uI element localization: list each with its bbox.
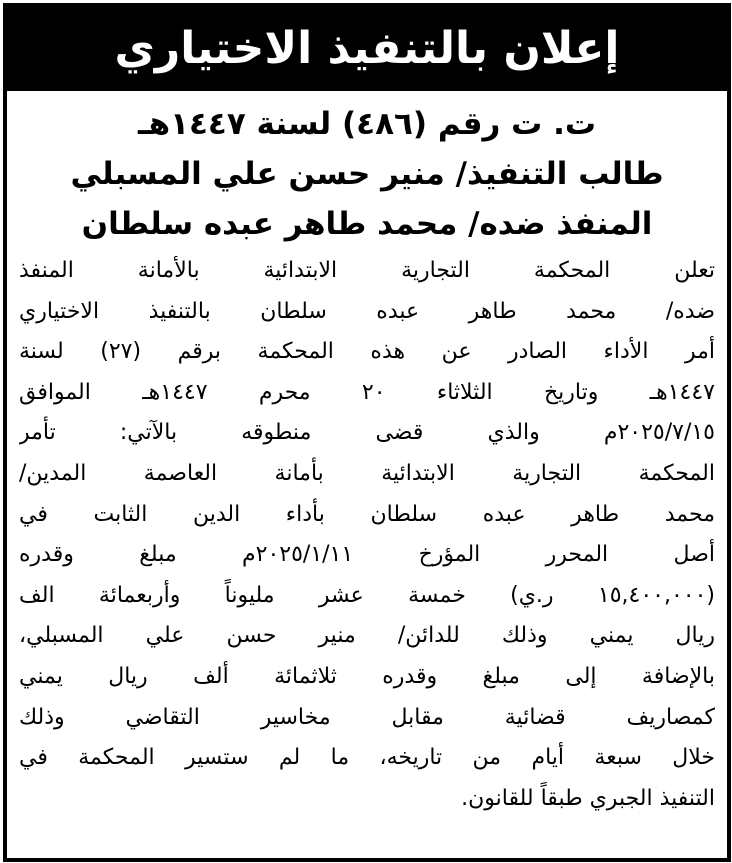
defendant-line: المنفذ ضده/ محمد طاهر عبده سلطان	[81, 206, 653, 242]
case-number: ت. ت رقم (٤٨٦) لسنة ١٤٤٧هـ	[137, 106, 597, 142]
body-line: (١٥,٤٠٠,٠٠٠ ر.ي) خمسة عشر مليوناً وأربعمائة الف	[19, 582, 715, 608]
notice-headings	[7, 99, 727, 249]
body-line: المحكمة التجارية الابتدائية بأمانة العاصمة المدين/	[19, 460, 715, 486]
body-line: تعلن المحكمة التجارية الابتدائية بالأمانة المنفذ	[19, 258, 715, 283]
notice-header	[7, 7, 727, 91]
notice-body	[19, 251, 715, 819]
body-line: التنفيذ الجبري طبقاً للقانون.	[461, 785, 715, 811]
body-line: محمد طاهر عبده سلطان بأداء الدين الثابت في	[19, 501, 715, 527]
notice-title: إعلان بالتنفيذ الاختياري	[114, 23, 620, 74]
body-line: ضده/ محمد طاهر عبده سلطان بالتنفيذ الاختياري	[19, 298, 715, 324]
notice-frame	[3, 3, 731, 862]
body-line: أمر الأداء الصادر عن هذه المحكمة برقم (٢٧) لسنة	[19, 339, 715, 365]
body-line: بالإضافة إلى مبلغ وقدره ثلاثمائة ألف ريال يمني	[19, 663, 715, 689]
claimant-line: طالب التنفيذ/ منير حسن علي المسبلي	[70, 156, 664, 192]
body-line: ١٤٤٧هـ وتاريخ الثلاثاء ٢٠ محرم ١٤٤٧هـ الموافق	[19, 379, 715, 405]
body-line: أصل المحرر المؤرخ ٢٠٢٥/١/١١م مبلغ وقدره	[19, 542, 715, 568]
body-line: ريال يمني وذلك للدائن/ منير حسن علي المسبلي،	[19, 623, 715, 649]
body-line: خلال سبعة أيام من تاريخه، ما لم ستسير المحكمة في	[19, 745, 715, 771]
body-line: كمصاريف قضائية مقابل مخاسير التقاضي وذلك	[19, 704, 715, 730]
body-line: ٢٠٢٥/٧/١٥م والذي قضى منطوقه بالآتي: تأمر	[19, 420, 715, 446]
